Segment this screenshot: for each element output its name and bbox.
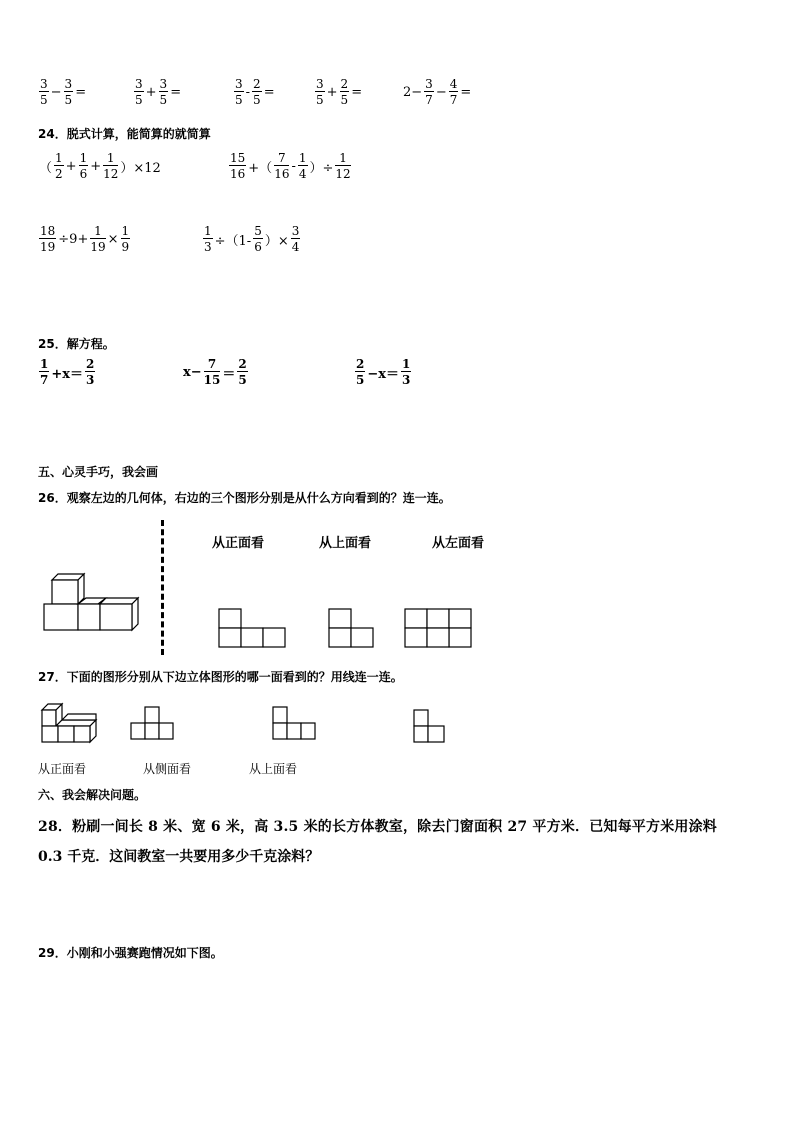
- fraction: [203, 225, 213, 253]
- denominator: 6: [79, 167, 88, 181]
- operator: +（: [248, 160, 273, 176]
- numerator: 3: [425, 77, 433, 91]
- operator: +: [145, 84, 157, 100]
- fraction: [39, 78, 49, 106]
- fraction: [253, 225, 263, 253]
- numerator: 1: [90, 225, 105, 239]
- cube-bottom-left: [44, 604, 78, 630]
- q26-text: 26．观察左边的几何体，右边的三个图形分别是从什么方向看到的？连一连。: [38, 491, 451, 505]
- operator: =: [351, 84, 363, 100]
- divider-dashed: [161, 520, 164, 655]
- operator: +: [65, 158, 77, 174]
- operator: =: [75, 84, 87, 100]
- q23-expr-3: [233, 78, 276, 106]
- fraction: [401, 358, 411, 386]
- operator: +: [326, 84, 338, 100]
- fraction: [121, 225, 131, 253]
- q27-label-top: 从上面看: [249, 762, 298, 776]
- denominator: 19: [40, 240, 56, 254]
- q26-view-3: [404, 608, 476, 650]
- denominator: 5: [253, 93, 261, 107]
- operator: ＝: [222, 366, 236, 382]
- cube-bottom-right: [100, 598, 138, 630]
- numerator: 1: [55, 151, 63, 165]
- denominator: 7: [449, 93, 458, 107]
- numerator: 1: [121, 224, 130, 238]
- fraction: [64, 78, 74, 106]
- q26-view-2: [328, 608, 378, 650]
- q29-text: 29．小刚和小强赛跑情况如下图。: [38, 946, 223, 960]
- denominator: 12: [335, 167, 351, 181]
- fraction: [274, 152, 289, 180]
- fraction: [204, 358, 221, 386]
- operator: =: [263, 84, 275, 100]
- fraction: [252, 78, 262, 106]
- q24-expr-3: [38, 225, 131, 253]
- q25-eq-1: [38, 358, 96, 386]
- denominator: 3: [86, 373, 95, 387]
- numerator: 3: [235, 77, 243, 91]
- fraction: [79, 152, 89, 180]
- operator: x−: [183, 364, 202, 380]
- fraction: [39, 358, 49, 386]
- q24-expr-2: [228, 152, 352, 180]
- q27-solid-figure: [40, 700, 100, 744]
- denominator: 5: [159, 93, 168, 107]
- numerator: 2: [253, 77, 261, 91]
- fraction: [54, 152, 64, 180]
- q27-label-front: 从正面看: [38, 762, 87, 776]
- denominator: 5: [235, 93, 243, 107]
- operator: ÷9+: [58, 231, 89, 247]
- numerator: 1: [79, 151, 88, 165]
- fraction: [315, 78, 325, 106]
- numerator: 1: [40, 357, 49, 371]
- denominator: 16: [230, 167, 246, 181]
- fraction: [355, 358, 365, 386]
- fraction: [291, 225, 301, 253]
- q28-text-line1: 28．粉刷一间长 8 米、宽 6 米，高 3.5 米的长方体教室，除去门窗面积 27 平方米．已知每平方米用涂料: [38, 819, 717, 835]
- fraction: [159, 78, 169, 106]
- q24-expr-4: [202, 225, 301, 253]
- operator: =: [460, 84, 472, 100]
- q23-expr-2: [133, 78, 182, 106]
- q24-expr-1: [38, 152, 162, 180]
- numerator: 1: [204, 224, 212, 238]
- denominator: 2: [55, 167, 63, 181]
- q27-view-3: [412, 708, 448, 748]
- fraction: [237, 358, 247, 386]
- numerator: 2: [356, 357, 365, 371]
- fraction: [85, 358, 95, 386]
- q23-expr-4: [314, 78, 363, 106]
- section-5-title: 五、心灵手巧，我会画: [38, 465, 159, 479]
- operator: -: [245, 84, 251, 100]
- denominator: 5: [64, 93, 73, 107]
- q26-view-1: [218, 608, 290, 650]
- denominator: 16: [274, 167, 290, 181]
- operator: （: [39, 160, 53, 176]
- fraction: [229, 152, 246, 180]
- numerator: 15: [230, 151, 246, 165]
- fraction: [449, 78, 459, 106]
- fraction: [424, 78, 434, 106]
- operator: −: [50, 84, 62, 100]
- numerator: 1: [335, 152, 350, 166]
- operator: =: [170, 84, 182, 100]
- q23-expr-5: [402, 78, 472, 106]
- numerator: 2: [340, 77, 349, 91]
- operator: 2−: [403, 84, 423, 100]
- denominator: 3: [204, 240, 212, 254]
- numerator: 2: [238, 357, 247, 371]
- denominator: 5: [340, 93, 349, 107]
- q28-text-line2: 0.3 千克．这间教室一共要用多少千克涂料？: [38, 849, 320, 865]
- denominator: 5: [40, 93, 48, 107]
- fraction: [103, 152, 118, 180]
- q25-eq-3: [354, 358, 412, 386]
- numerator: 1: [298, 151, 307, 165]
- operator: ÷（1-: [214, 233, 252, 249]
- q26-solid-figure: [40, 570, 144, 634]
- q26-label-top: 从上面看: [319, 536, 372, 551]
- numerator: 3: [64, 77, 73, 91]
- denominator: 6: [254, 240, 262, 254]
- denominator: 12: [103, 167, 119, 181]
- q23-expr-1: [38, 78, 87, 106]
- numerator: 3: [135, 77, 143, 91]
- fraction: [90, 225, 105, 253]
- fraction: [39, 225, 56, 253]
- operator: ）÷: [309, 160, 334, 176]
- q23-row: [38, 78, 758, 114]
- operator: ）×12: [120, 160, 161, 176]
- numerator: 3: [291, 224, 300, 238]
- operator: −: [435, 84, 447, 100]
- denominator: 5: [238, 373, 247, 387]
- denominator: 7: [40, 373, 49, 387]
- denominator: 5: [135, 93, 143, 107]
- section-6-title: 六、我会解决问题。: [38, 788, 147, 802]
- numerator: 1: [402, 357, 411, 371]
- numerator: 4: [449, 77, 458, 91]
- q24-heading: 24．脱式计算，能简算的就简算: [38, 127, 211, 141]
- operator: ）×: [264, 233, 289, 249]
- denominator: 9: [121, 240, 130, 254]
- fraction: [234, 78, 244, 106]
- fraction: [335, 152, 350, 180]
- numerator: 3: [316, 77, 324, 91]
- fraction: [298, 152, 308, 180]
- denominator: 7: [425, 93, 433, 107]
- fraction: [340, 78, 350, 106]
- operator: ×: [107, 231, 119, 247]
- cube-top: [52, 574, 84, 604]
- denominator: 4: [291, 240, 300, 254]
- q25-heading: 25．解方程。: [38, 337, 115, 351]
- numerator: 1: [103, 152, 118, 166]
- numerator: 7: [274, 152, 289, 166]
- numerator: 18: [40, 224, 56, 238]
- q27-text: 27．下面的图形分别从下边立体图形的哪一面看到的？用线连一连。: [38, 670, 403, 684]
- q25-eq-2: [182, 358, 249, 386]
- q26-label-left: 从左面看: [432, 536, 485, 551]
- operator: +x＝: [51, 366, 84, 382]
- operator: -: [291, 158, 296, 174]
- numerator: 2: [86, 357, 95, 371]
- q27-label-side: 从侧面看: [143, 762, 192, 776]
- denominator: 4: [298, 167, 307, 181]
- fraction: [134, 78, 144, 106]
- operator: −x＝: [367, 366, 400, 382]
- numerator: 5: [254, 224, 262, 238]
- q27-view-2: [271, 706, 321, 742]
- denominator: 15: [203, 373, 221, 387]
- numerator: 7: [204, 358, 221, 372]
- denominator: 19: [90, 240, 106, 254]
- q26-label-front: 从正面看: [212, 536, 265, 551]
- denominator: 5: [316, 93, 324, 107]
- q27-view-1: [129, 706, 177, 742]
- operator: +: [90, 158, 102, 174]
- numerator: 3: [40, 77, 48, 91]
- denominator: 5: [356, 373, 365, 387]
- numerator: 3: [159, 77, 168, 91]
- denominator: 3: [402, 373, 411, 387]
